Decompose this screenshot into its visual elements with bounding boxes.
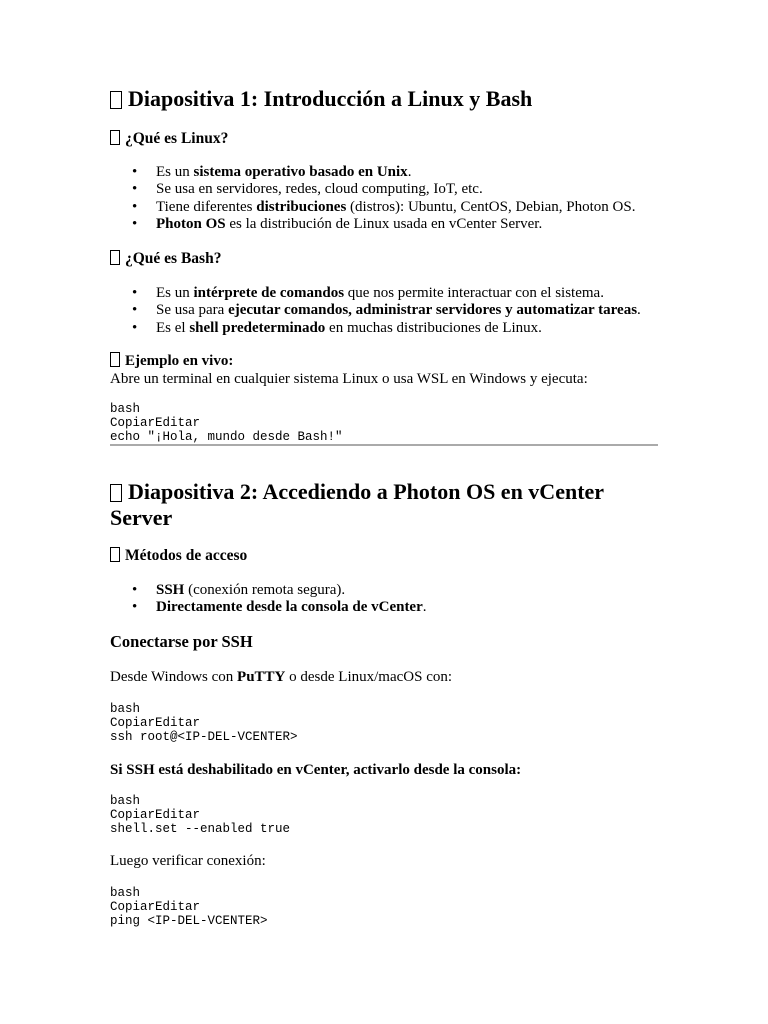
example-label: Ejemplo en vivo: xyxy=(110,352,710,370)
list-item: • Directamente desde la consola de vCenter. xyxy=(110,599,670,616)
ssh-heading-block xyxy=(110,632,670,652)
slide1-title: Diapositiva 1: Introducción a Linux y Bash xyxy=(110,86,670,112)
ssh-intro: Desde Windows con PuTTY o desde Linux/macOS con: xyxy=(110,669,453,685)
verify-code-block xyxy=(110,886,670,928)
enable-label-block xyxy=(110,761,710,779)
methods-heading: Métodos de acceso xyxy=(110,546,670,566)
example-text: Abre un terminal en cualquier sistema Linux o usa WSL en Windows y ejecuta: xyxy=(110,371,588,387)
list-item: • Tiene diferentes distribuciones (distros): Ubuntu, CentOS, Debian, Photon OS. xyxy=(110,199,710,216)
enable-label: Si SSH está deshabilitado en vCenter, activarlo desde la consola: xyxy=(110,762,522,778)
linux-heading-block xyxy=(110,129,670,149)
list-item: • Es el shell predeterminado en muchas distribuciones de Linux. xyxy=(110,320,710,337)
code-lang: bash xyxy=(110,794,141,808)
verify-block xyxy=(110,852,670,870)
slide2-title: Diapositiva 2: Accediendo a Photon OS en vCenter Server xyxy=(110,479,604,530)
copy-edit-label: CopiarEditar xyxy=(110,416,201,430)
code-lang: bash xyxy=(110,886,141,900)
missing-glyph-icon xyxy=(110,91,122,109)
list-item: • SSH (conexión remota segura). xyxy=(110,582,670,599)
enable-code-block xyxy=(110,794,670,836)
ssh-code-block xyxy=(110,702,670,744)
code-line: echo "¡Hola, mundo desde Bash!" xyxy=(110,430,343,444)
code-block xyxy=(110,886,670,928)
bash-list-block xyxy=(110,285,710,337)
code-line: shell.set --enabled true xyxy=(110,822,291,836)
missing-glyph-icon xyxy=(110,484,122,502)
missing-glyph-icon xyxy=(110,352,120,367)
missing-glyph-icon xyxy=(110,547,120,562)
ssh-heading: Conectarse por SSH xyxy=(110,632,253,651)
slide1-title-block xyxy=(110,86,670,112)
list-item: • Se usa en servidores, redes, cloud computing, IoT, etc. xyxy=(110,181,710,198)
code-block xyxy=(110,402,670,444)
slide2-title-block xyxy=(110,479,670,531)
code-lang: bash xyxy=(110,702,141,716)
ssh-intro-block xyxy=(110,668,670,686)
methods-list xyxy=(110,582,670,617)
code-lang: bash xyxy=(110,402,141,416)
code-block xyxy=(110,794,670,836)
missing-glyph-icon xyxy=(110,250,120,265)
linux-list-block xyxy=(110,164,710,233)
code-line: ping <IP-DEL-VCENTER> xyxy=(110,914,268,928)
code-line: ssh root@<IP-DEL-VCENTER> xyxy=(110,730,298,744)
list-item: • Es un intérprete de comandos que nos permite interactuar con el sistema. xyxy=(110,285,710,302)
copy-edit-label: CopiarEditar xyxy=(110,900,201,914)
copy-edit-label: CopiarEditar xyxy=(110,716,201,730)
verify-text: Luego verificar conexión: xyxy=(110,853,266,869)
methods-list-block xyxy=(110,582,670,617)
linux-heading: ¿Qué es Linux? xyxy=(110,129,670,149)
methods-heading-block xyxy=(110,546,670,566)
list-item: • Es un sistema operativo basado en Unix. xyxy=(110,164,710,181)
missing-glyph-icon xyxy=(110,130,120,145)
list-item: • Photon OS es la distribución de Linux usada en vCenter Server. xyxy=(110,216,710,233)
horizontal-rule xyxy=(110,444,658,446)
copy-edit-label: CopiarEditar xyxy=(110,808,201,822)
list-item: • Se usa para ejecutar comandos, administrar servidores y automatizar tareas. xyxy=(110,302,710,319)
linux-list xyxy=(110,164,710,233)
example-code-block xyxy=(110,402,670,444)
bash-list xyxy=(110,285,710,337)
bash-heading: ¿Qué es Bash? xyxy=(110,249,670,269)
example-block xyxy=(110,352,710,388)
code-block xyxy=(110,702,670,744)
bash-heading-block xyxy=(110,249,670,269)
